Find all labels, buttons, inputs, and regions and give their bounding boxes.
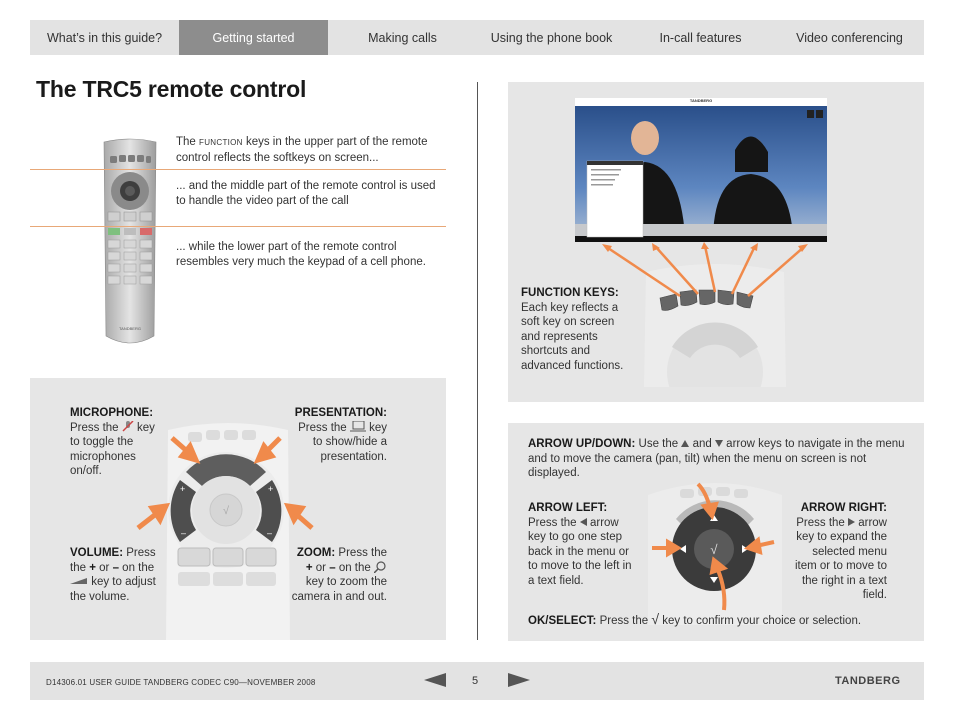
top-nav: [30, 20, 924, 55]
presentation-icon: [350, 421, 366, 432]
callout-arrows-function-keys: [600, 240, 840, 310]
arrow-updown-description: ARROW UP/DOWN: Use the and arrow keys to navigate in the menu and to move the camera (pan, tilt) when the menu on screen is not displayed.: [528, 438, 905, 479]
intro-middle-part: ... and the middle part of the remote control is used to handle the video part of the call: [176, 180, 436, 207]
svg-text:–: –: [181, 528, 187, 538]
divider-lower: [30, 226, 446, 227]
arrow-left-icon: [580, 516, 587, 531]
svg-text:–: –: [267, 528, 273, 538]
tandberg-logo: TANDBERG: [835, 675, 901, 687]
microphone-icon: [122, 421, 134, 432]
arrow-right-icon: [848, 516, 855, 531]
checkmark-icon: √: [651, 611, 660, 627]
tab-video-conferencing[interactable]: Video conferencing: [796, 30, 903, 45]
video-screen-image: [575, 98, 827, 242]
arrow-down-icon: [715, 437, 723, 452]
ok-select-description: OK/SELECT: Press the √ key to confirm your choice or selection.: [528, 611, 862, 627]
callout-arrows-arrow-pad: [640, 480, 790, 615]
arrow-right-description: ARROW RIGHT: Press the arrow key to expand the selected menu item or to move to the right in a text field.: [794, 502, 887, 601]
svg-text:√: √: [710, 542, 718, 557]
arrow-up-icon: [681, 437, 689, 452]
svg-text:+: +: [180, 484, 186, 494]
column-divider: [477, 82, 478, 640]
previous-page-icon[interactable]: [424, 673, 446, 687]
arrow-left-description: ARROW LEFT: Press the arrow key to go one step back in the menu or to move to the left in a text field.: [528, 502, 632, 587]
screen-brand: TANDBERG: [575, 98, 827, 106]
tab-getting-started[interactable]: Getting started: [179, 20, 328, 55]
page-title: The TRC5 remote control: [36, 76, 307, 102]
volume-description: VOLUME: Press the + or – on the key to adjust the volume.: [70, 547, 156, 603]
svg-text:√: √: [222, 505, 230, 517]
tab-using-phone-book[interactable]: Using the phone book: [490, 30, 613, 45]
function-keys-description: FUNCTION KEYS: Each key reflects a soft key on screen and represents shortcuts and advanced functions.: [521, 287, 624, 372]
volume-icon: [70, 575, 88, 583]
zoom-description: ZOOM: Press the + or – on the key to zoom the camera in and out.: [291, 547, 387, 603]
intro-lower-part: ... while the lower part of the remote control resembles very much the keypad of a cell phone.: [176, 241, 426, 268]
divider-upper: [30, 169, 446, 170]
tab-in-call-features[interactable]: In-call features: [659, 30, 742, 45]
page-number: 5: [472, 675, 479, 687]
svg-text:+: +: [268, 484, 274, 494]
presentation-description: PRESENTATION: Press the key to show/hide a presentation.: [294, 407, 387, 463]
zoom-icon: [374, 561, 387, 573]
microphone-description: MICROPHONE: Press the key to toggle the microphones on/off.: [70, 407, 155, 477]
next-page-icon[interactable]: [508, 673, 530, 687]
document-reference: D14306.01 USER GUIDE TANDBERG CODEC C90—NOVEMBER 2008: [46, 678, 316, 687]
remote-brand: TANDBERG: [119, 326, 141, 331]
intro-function-keys: The FUNCTION keys in the upper part of the remote control reflects the softkeys on screen...: [176, 136, 428, 164]
tab-making-calls[interactable]: Making calls: [368, 30, 437, 45]
tab-whats-in-this-guide[interactable]: What’s in this guide?: [46, 30, 163, 45]
